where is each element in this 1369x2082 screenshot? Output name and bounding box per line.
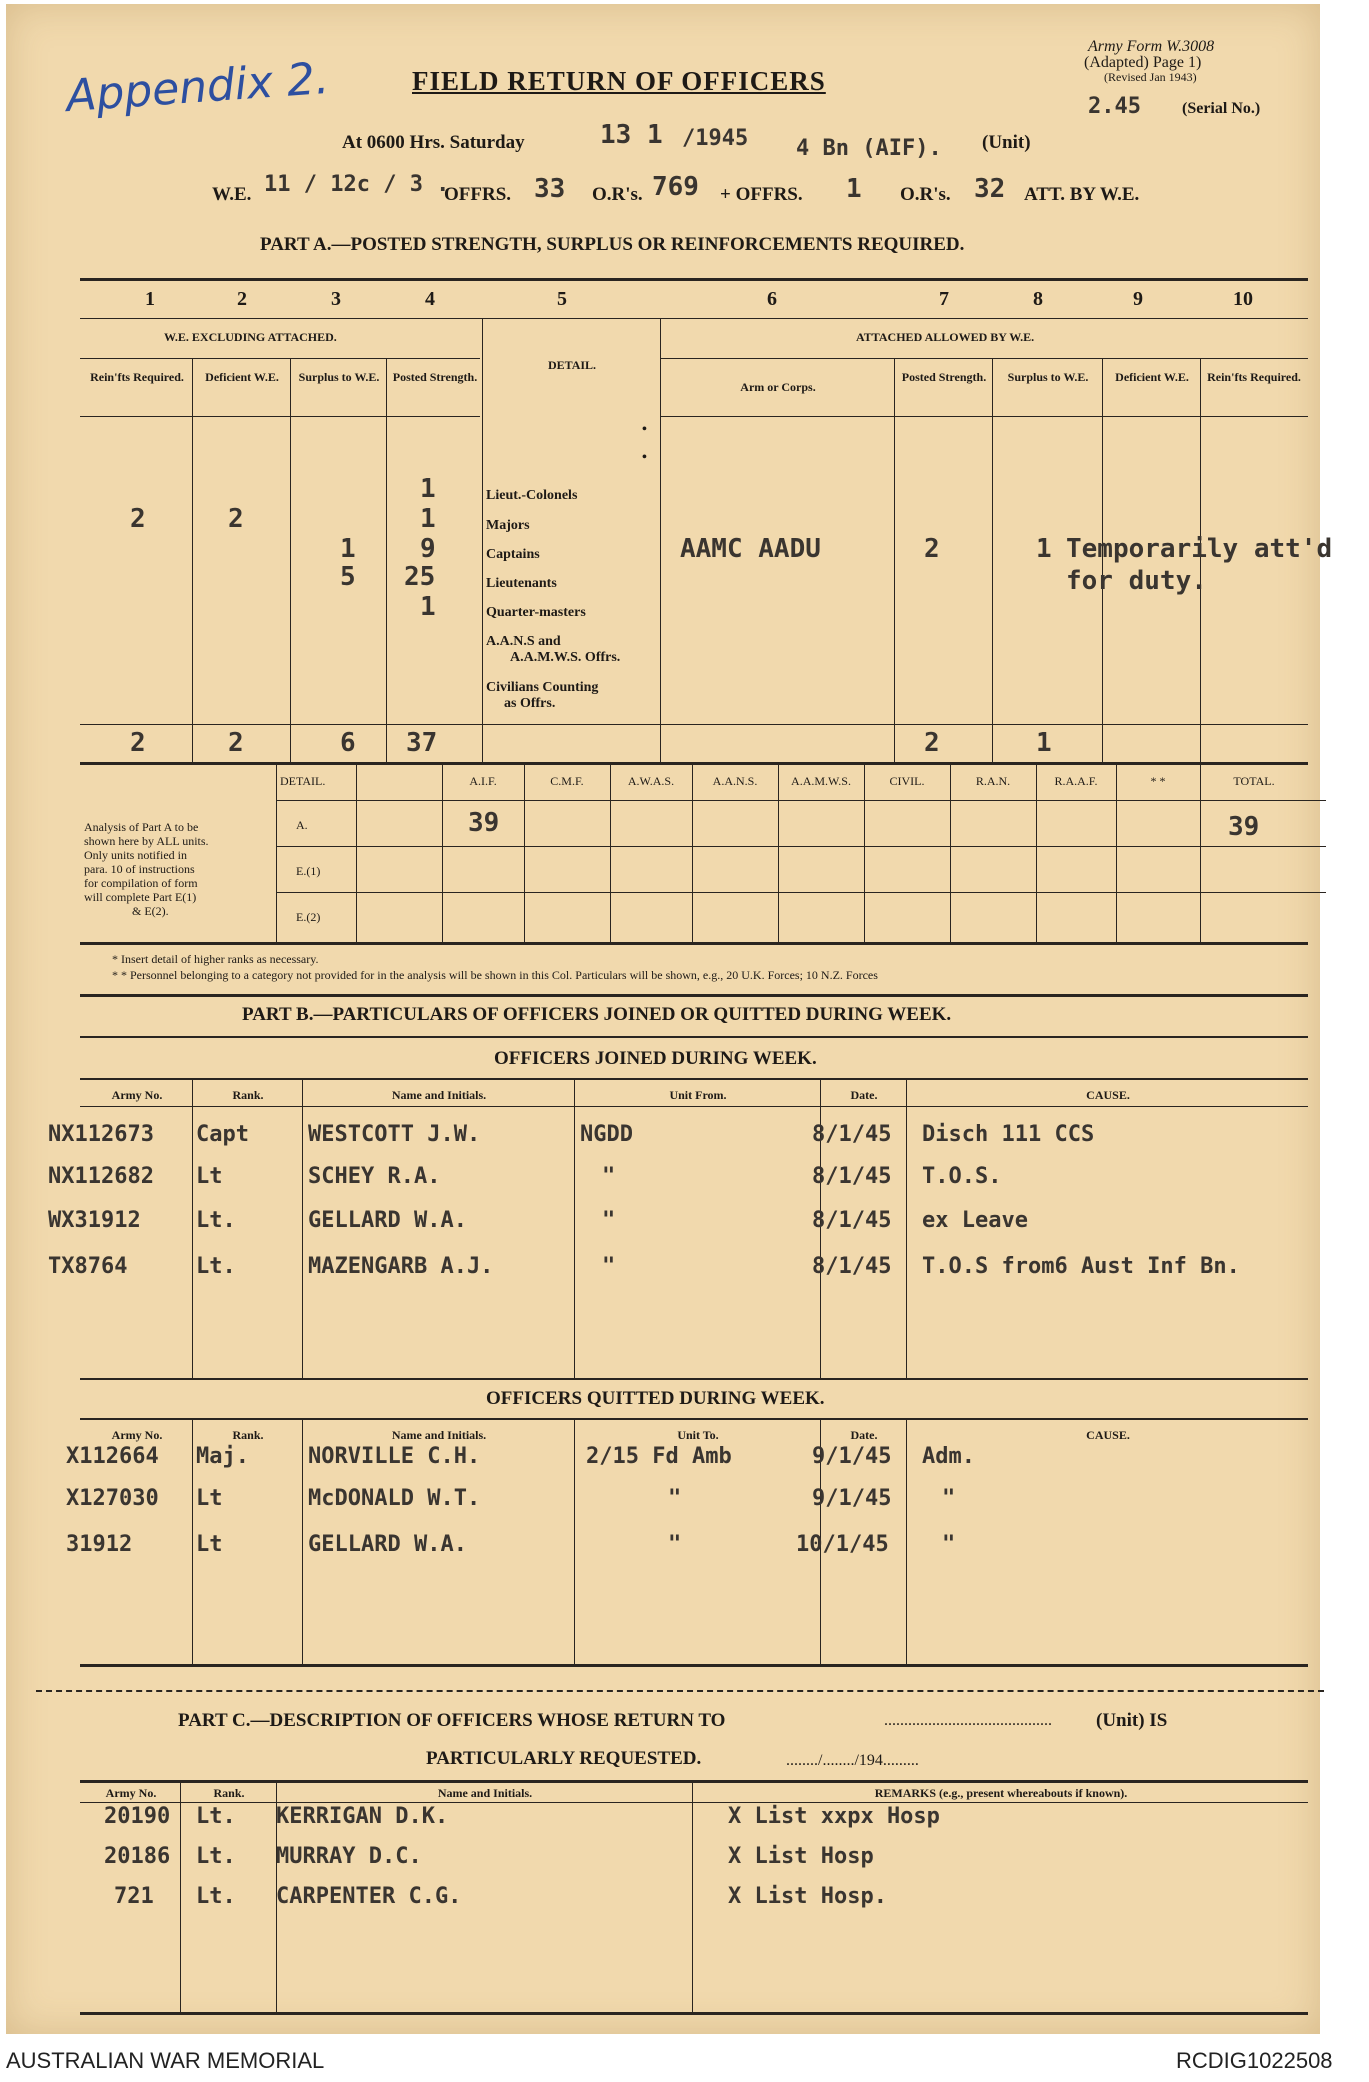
form-revised: (Revised Jan 1943)	[1104, 70, 1197, 84]
c8-value: 1	[1036, 534, 1052, 564]
asterisk-mark: •	[642, 450, 647, 465]
head-reinfts-att: Rein'fts Required.	[1207, 370, 1301, 384]
rank: Lt.	[196, 1884, 236, 1909]
col-num: 3	[331, 288, 341, 310]
col-num: 10	[1233, 288, 1253, 310]
date: 8/1/45	[812, 1164, 892, 1189]
quitted-head: Name and Initials.	[391, 1428, 487, 1442]
part-c-title: PART C.—DESCRIPTION OF OFFICERS WHOSE RETURN TO	[178, 1710, 726, 1731]
col-num: 7	[939, 288, 949, 310]
total-c1: 2	[130, 728, 146, 758]
at-time-label: At 0600 Hrs. Saturday	[342, 132, 525, 153]
quitted-head: Rank.	[232, 1428, 264, 1442]
rule	[80, 1378, 1308, 1380]
part-c-blank: ..........................................	[884, 1712, 1052, 1729]
col-divider	[302, 1078, 303, 1378]
rule	[80, 2012, 1308, 2015]
col-divider	[302, 1418, 303, 1664]
col-num: 1	[145, 288, 155, 310]
analysis-head: DETAIL.	[280, 774, 326, 788]
head-posted: Posted Strength.	[392, 370, 478, 384]
analysis-head: * *	[1150, 774, 1166, 788]
c3-lieutenants: 5	[340, 562, 356, 592]
col-num: 4	[425, 288, 435, 310]
part-c-head: Army No.	[105, 1786, 157, 1800]
cut-line	[36, 1690, 1324, 1692]
asterisk-mark: •	[642, 422, 647, 437]
offrs-value: 33	[534, 174, 566, 204]
col-divider	[1036, 764, 1037, 942]
rule	[276, 846, 1326, 847]
rank: Lt.	[196, 1208, 236, 1233]
col-divider	[386, 358, 387, 762]
c7-value: 2	[924, 534, 940, 564]
analysis-note: Only units notified in	[84, 848, 187, 862]
col-divider	[1116, 764, 1117, 942]
document-page	[6, 4, 1333, 2034]
analysis-note: Analysis of Part A to be	[84, 820, 199, 834]
army-no: TX8764	[48, 1254, 128, 1279]
unit: "	[602, 1208, 616, 1233]
rule	[80, 1780, 1308, 1783]
rank: Lt.	[196, 1804, 236, 1829]
joined-head: Army No.	[111, 1088, 163, 1102]
c3-captains: 1	[340, 534, 356, 564]
total-c8: 1	[1036, 728, 1052, 758]
col-divider	[906, 1078, 907, 1378]
head-posted-att: Posted Strength.	[901, 370, 987, 384]
army-no: 31912	[66, 1532, 133, 1557]
aif-value: 39	[468, 808, 500, 838]
col-divider	[180, 1780, 181, 2012]
col-divider	[1200, 764, 1201, 942]
joined-head: Name and Initials.	[391, 1088, 487, 1102]
rank: Lt	[196, 1532, 223, 1557]
analysis-note: shown here by ALL units.	[84, 834, 209, 848]
analysis-head: A.I.F.	[469, 774, 497, 788]
date: 10/1/45	[796, 1532, 889, 1557]
part-c-unit-is: (Unit) IS	[1096, 1710, 1168, 1731]
name: GELLARD W.A.	[308, 1208, 467, 1233]
quitted-head: Date.	[850, 1428, 878, 1442]
rule	[80, 942, 1308, 945]
col-num: 2	[237, 288, 247, 310]
c4-lieutenants: 25	[404, 562, 436, 592]
rule	[660, 416, 1308, 417]
cause: Disch 111 CCS	[922, 1122, 1095, 1147]
analysis-row-label: E.(2)	[296, 910, 321, 924]
analysis-note: for compilation of form	[84, 876, 198, 890]
name: CARPENTER C.G.	[276, 1884, 462, 1909]
army-no: X112664	[66, 1444, 159, 1469]
remark-line2: for duty.	[1066, 566, 1207, 596]
col-divider	[864, 764, 865, 942]
col-divider	[660, 318, 661, 762]
date-value: 13 1	[600, 120, 663, 150]
rank: Lt.	[196, 1254, 236, 1279]
name: NORVILLE C.H.	[308, 1444, 481, 1469]
form-number: Army Form W.3008	[1088, 38, 1215, 55]
col-divider	[276, 764, 277, 942]
quitted-head: Army No.	[111, 1428, 163, 1442]
rule	[80, 416, 480, 417]
rule	[80, 724, 1308, 725]
date: 8/1/45	[812, 1208, 892, 1233]
date: 9/1/45	[812, 1444, 892, 1469]
unit: "	[668, 1532, 682, 1557]
c4-qm: 1	[420, 592, 436, 622]
footer-source: AUSTRALIAN WAR MEMORIAL	[6, 2048, 325, 2073]
analysis-note: will complete Part E(1)	[84, 890, 197, 904]
rank: Lt.	[196, 1844, 236, 1869]
unit: NGDD	[580, 1122, 633, 1147]
analysis-head: A.A.N.S.	[712, 774, 758, 788]
part-a-title: PART A.—POSTED STRENGTH, SURPLUS OR REINFORCEMENTS REQUIRED.	[260, 234, 965, 255]
col-divider	[778, 764, 779, 942]
analysis-head: TOTAL.	[1233, 774, 1275, 788]
col-divider	[906, 1418, 907, 1664]
col-divider	[692, 764, 693, 942]
cause: Adm.	[922, 1444, 975, 1469]
cause: T.O.S.	[922, 1164, 1002, 1189]
unit: "	[602, 1254, 616, 1279]
unit: "	[602, 1164, 616, 1189]
c4-captains: 9	[420, 534, 436, 564]
army-no: NX112682	[48, 1164, 154, 1189]
head-arm-corps: Arm or Corps.	[740, 380, 816, 394]
part-c-date: ......../......../194.........	[786, 1752, 919, 1769]
detail-aans: A.A.N.S and	[486, 634, 561, 649]
serial-value: 2.45	[1088, 94, 1141, 119]
col-divider	[574, 1418, 575, 1664]
rule	[276, 800, 1326, 801]
rule	[80, 994, 1308, 997]
head-deficient-att: Deficient W.E.	[1115, 370, 1189, 384]
date: 8/1/45	[812, 1254, 892, 1279]
remark-line1: Temporarily att'd	[1066, 534, 1333, 564]
unit: 2/15 Fd Amb	[586, 1444, 732, 1469]
army-no: 20190	[104, 1804, 171, 1829]
total-c7: 2	[924, 728, 940, 758]
we-group-head: W.E. EXCLUDING ATTACHED.	[164, 330, 337, 344]
cause: ex Leave	[922, 1208, 1028, 1233]
date: 8/1/45	[812, 1122, 892, 1147]
col-divider	[692, 1780, 693, 2012]
col-num: 8	[1033, 288, 1043, 310]
rule	[80, 1078, 1308, 1080]
analysis-head: R.A.N.	[975, 774, 1011, 788]
col-divider	[356, 764, 357, 942]
army-no: 20186	[104, 1844, 171, 1869]
remarks: X List Hosp	[728, 1844, 874, 1869]
we-label: W.E.	[212, 184, 252, 205]
name: MAZENGARB A.J.	[308, 1254, 494, 1279]
plus-offrs-value: 1	[846, 174, 862, 204]
footnote-2: * * Personnel belonging to a category not provided for in the analysis will be shown in this Col. Particulars will be shown, e.g., 20 U.K. Forces; 10 N.Z. Forces	[112, 968, 878, 982]
army-no: NX112673	[48, 1122, 154, 1147]
col-divider	[192, 1078, 193, 1378]
analysis-head: R.A.A.F.	[1054, 774, 1098, 788]
col-divider	[192, 358, 193, 762]
total-c4: 37	[406, 728, 438, 758]
col-num: 6	[767, 288, 777, 310]
detail-qm: Quarter-masters	[486, 605, 586, 620]
joined-head: Rank.	[232, 1088, 264, 1102]
detail-captains: Captains	[486, 547, 540, 562]
detail-civilians: Civilians Counting	[486, 680, 599, 695]
rule	[80, 1802, 1308, 1803]
detail-majors: Majors	[486, 518, 530, 533]
footer-id: RCDIG1022508	[1176, 2048, 1333, 2073]
c2-value: 2	[228, 504, 244, 534]
joined-head: Unit From.	[669, 1088, 727, 1102]
remarks: X List Hosp.	[728, 1884, 887, 1909]
analysis-head: C.M.F.	[550, 774, 584, 788]
unit-value: 4 Bn (AIF).	[796, 136, 942, 161]
analysis-head: A.W.A.S.	[627, 774, 675, 788]
c4-ltcol: 1	[420, 474, 436, 504]
rule	[80, 1664, 1308, 1667]
analysis-row-label: A.	[296, 818, 308, 832]
detail-lieutenants: Lieutenants	[486, 576, 557, 591]
serial-label: (Serial No.)	[1182, 100, 1261, 117]
col-divider	[894, 358, 895, 762]
part-c-title-2: PARTICULARLY REQUESTED.	[426, 1748, 702, 1769]
army-no: 721	[114, 1884, 154, 1909]
rule	[276, 892, 1326, 893]
joined-title: OFFICERS JOINED DURING WEEK.	[494, 1048, 817, 1069]
arm-corps-value: AAMC AADU	[680, 534, 821, 564]
plus-offrs-label: + OFFRS.	[720, 184, 803, 205]
year-value: /1945	[682, 126, 749, 151]
col-num: 9	[1133, 288, 1143, 310]
att-label: ATT. BY W.E.	[1024, 184, 1140, 205]
col-divider	[950, 764, 951, 942]
rule	[80, 1106, 1308, 1107]
quitted-title: OFFICERS QUITTED DURING WEEK.	[486, 1388, 825, 1409]
col-divider	[524, 764, 525, 942]
rule	[80, 318, 1308, 319]
quitted-head: CAUSE.	[1086, 1428, 1130, 1442]
col-num: 5	[557, 288, 567, 310]
col-divider	[482, 318, 483, 762]
head-surplus: Surplus to W.E.	[298, 370, 380, 384]
detail-civilians-2: as Offrs.	[504, 696, 556, 711]
name: SCHEY R.A.	[308, 1164, 441, 1189]
quitted-head: Unit To.	[677, 1428, 719, 1442]
analysis-note: & E(2).	[132, 904, 169, 918]
offrs-label: OFFRS.	[444, 184, 512, 205]
part-c-head: REMARKS (e.g., present whereabouts if known).	[874, 1786, 1128, 1800]
analysis-head: A.A.M.W.S.	[791, 774, 851, 788]
rank: Maj.	[196, 1444, 249, 1469]
rule	[660, 358, 1308, 359]
part-c-head: Rank.	[213, 1786, 245, 1800]
footnote-1: * Insert detail of higher ranks as necessary.	[112, 952, 319, 966]
part-b-title: PART B.—PARTICULARS OF OFFICERS JOINED OR QUITTED DURING WEEK.	[242, 1004, 952, 1025]
name: WESTCOTT J.W.	[308, 1122, 481, 1147]
rank: Capt	[196, 1122, 249, 1147]
form-title: FIELD RETURN OF OFFICERS	[412, 66, 826, 96]
head-reinfts: Rein'fts Required.	[90, 370, 184, 384]
ors2-value: 32	[974, 174, 1006, 204]
att-group-head: ATTACHED ALLOWED BY W.E.	[856, 330, 1035, 344]
army-no: WX31912	[48, 1208, 141, 1233]
appendix-note: Appendix 2.	[64, 52, 331, 123]
rule	[80, 1036, 1308, 1038]
remarks: X List xxpx Hosp	[728, 1804, 940, 1829]
col-divider	[192, 1418, 193, 1664]
unit-label: (Unit)	[982, 132, 1031, 153]
col-divider	[290, 358, 291, 762]
analysis-note: para. 10 of instructions	[84, 862, 195, 876]
ors-value: 769	[652, 172, 699, 202]
ors-label: O.R's.	[592, 184, 643, 205]
analysis-row-label: E.(1)	[296, 864, 321, 878]
col-divider	[992, 358, 993, 762]
name: McDONALD W.T.	[308, 1486, 481, 1511]
head-deficient: Deficient W.E.	[205, 370, 279, 384]
rule	[80, 358, 480, 359]
cause: "	[942, 1486, 956, 1511]
we-value: 11 / 12c / 3 .	[264, 172, 450, 197]
name: GELLARD W.A.	[308, 1532, 467, 1557]
army-no: X127030	[66, 1486, 159, 1511]
col-divider	[574, 1078, 575, 1378]
ors2-label: O.R's.	[900, 184, 951, 205]
rule	[80, 1418, 1308, 1420]
rule	[80, 762, 1308, 765]
analysis-head: CIVIL.	[889, 774, 925, 788]
head-surplus-att: Surplus to W.E.	[1007, 370, 1089, 384]
joined-head: Date.	[850, 1088, 878, 1102]
c1-value: 2	[130, 504, 146, 534]
part-c-head: Name and Initials.	[437, 1786, 533, 1800]
rule	[80, 278, 1308, 281]
cause: "	[942, 1532, 956, 1557]
detail-ltcol: Lieut.-Colonels	[486, 488, 578, 503]
name: MURRAY D.C.	[276, 1844, 422, 1869]
name: KERRIGAN D.K.	[276, 1804, 449, 1829]
col-divider	[442, 764, 443, 942]
form-adapted: (Adapted) Page 1)	[1084, 54, 1202, 71]
cause: T.O.S from6 Aust Inf Bn.	[922, 1254, 1240, 1279]
total-value: 39	[1228, 812, 1260, 842]
head-detail: DETAIL.	[547, 358, 597, 372]
total-c3: 6	[340, 728, 356, 758]
total-c2: 2	[228, 728, 244, 758]
joined-head: CAUSE.	[1086, 1088, 1130, 1102]
unit: "	[668, 1486, 682, 1511]
date: 9/1/45	[812, 1486, 892, 1511]
col-divider	[610, 764, 611, 942]
rank: Lt	[196, 1164, 223, 1189]
detail-aamws: A.A.M.W.S. Offrs.	[510, 650, 621, 665]
c4-majors: 1	[420, 504, 436, 534]
rank: Lt	[196, 1486, 223, 1511]
